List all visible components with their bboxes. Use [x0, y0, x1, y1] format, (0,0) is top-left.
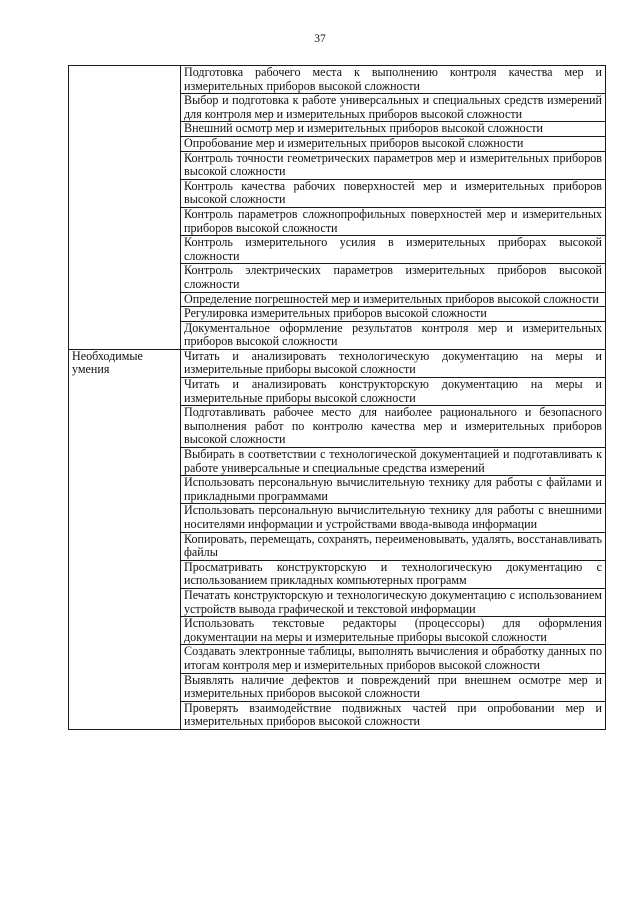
section-item-text: Читать и анализировать конструкторскую документацию на меры и измерительные приборы высокой сложности [181, 378, 606, 406]
section-item-text: Копировать, перемещать, сохранять, переименовывать, удалять, восстанавливать файлы [181, 532, 606, 560]
page-number: 37 [314, 33, 326, 45]
table-body [69, 66, 606, 730]
section-item-text: Выбирать в соответствии с технологической документацией и подготавливать к работе универсальные и специальные средства измерений [181, 448, 606, 476]
section-item-text: Определение погрешностей мер и измерительных приборов высокой сложности [181, 292, 606, 307]
section-item-text: Контроль точности геометрических параметров мер и измерительных приборов высокой сложности [181, 151, 606, 179]
section-item-text: Проверять взаимодействие подвижных частей при опробовании мер и измерительных приборов высокой сложности [181, 701, 606, 729]
section-label-cell [69, 66, 181, 350]
section-item-text: Внешний осмотр мер и измерительных приборов высокой сложности [181, 122, 606, 137]
section-label-cell [69, 349, 181, 729]
section-item-text: Регулировка измерительных приборов высокой сложности [181, 307, 606, 322]
section-label: Необходимые умения [72, 348, 143, 377]
section-item-text: Печатать конструкторскую и технологическую документацию с использованием устройств вывода графической и текстовой информации [181, 588, 606, 616]
table-row [69, 349, 606, 377]
section-item-text: Документальное оформление результатов контроля мер и измерительных приборов высокой сложности [181, 321, 606, 349]
section-item-text: Подготовка рабочего места к выполнению контроля качества мер и измерительных приборов высокой сложности [181, 66, 606, 94]
section-item-text: Читать и анализировать технологическую документацию на меры и измерительные приборы высокой сложности [181, 349, 606, 377]
section-item-text: Использовать персональную вычислительную технику для работы с файлами и прикладными программами [181, 476, 606, 504]
section-item-text: Контроль электрических параметров измерительных приборов высокой сложности [181, 264, 606, 292]
section-item-text: Использовать персональную вычислительную технику для работы с внешними носителями информации и устройствами ввода-вывода информации [181, 504, 606, 532]
table-row [69, 66, 606, 94]
section-item-text: Использовать текстовые редакторы (процессоры) для оформления документации на меры и измерительные приборы высокой сложности [181, 617, 606, 645]
section-item-text: Опробование мер и измерительных приборов высокой сложности [181, 136, 606, 151]
section-item-text: Выбор и подготовка к работе универсальных и специальных средств измерений для контроля мер и измерительных приборов высокой сложности [181, 94, 606, 122]
section-item-text: Подготавливать рабочее место для наиболее рационального и безопасного выполнения работ по контролю качества мер и измерительных приборов высокой сложности [181, 406, 606, 448]
competency-table [68, 65, 606, 730]
section-item-text: Контроль параметров сложнопрофильных поверхностей мер и измерительных приборов высокой сложности [181, 207, 606, 235]
section-item-text: Контроль качества рабочих поверхностей мер и измерительных приборов высокой сложности [181, 179, 606, 207]
section-item-text: Просматривать конструкторскую и технологическую документацию с использованием прикладных компьютерных программ [181, 560, 606, 588]
section-item-text: Выявлять наличие дефектов и повреждений при внешнем осмотре мер и измерительных приборов высокой сложности [181, 673, 606, 701]
section-item-text: Контроль измерительного усилия в измерительных приборах высокой сложности [181, 236, 606, 264]
section-item-text: Создавать электронные таблицы, выполнять вычисления и обработку данных по итогам контроля мер и измерительных приборов высокой сложности [181, 645, 606, 673]
